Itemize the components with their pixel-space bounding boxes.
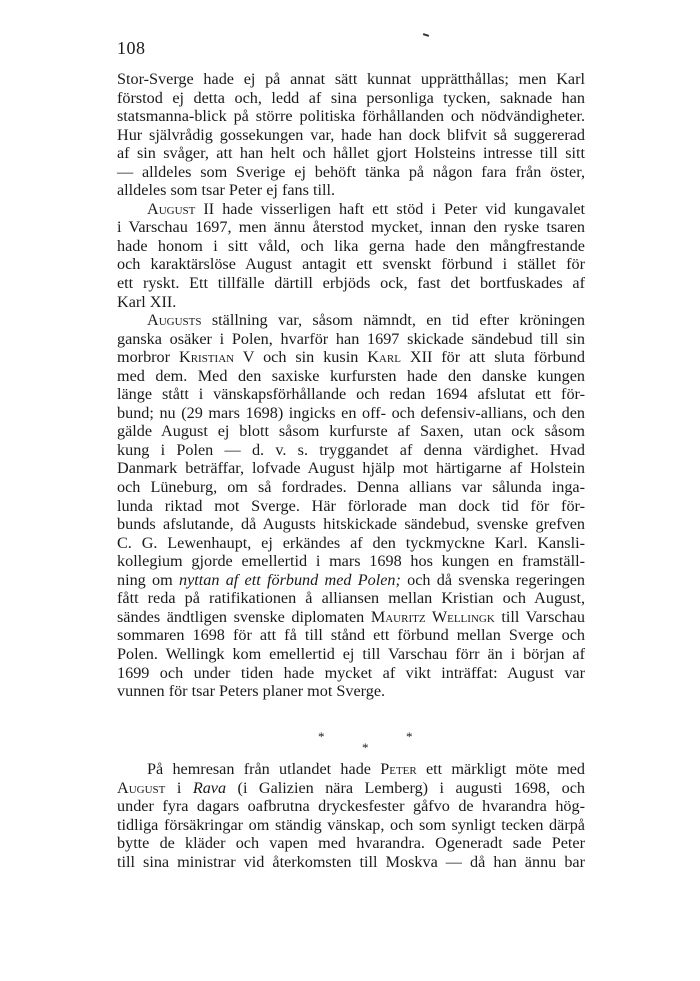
main-text-section-1 — [117, 70, 585, 701]
text-line — [117, 779, 585, 798]
asterisk: * — [362, 740, 369, 755]
text-line: bunds afslutande, då Augusts hitskickade sändebud, svenske grefven — [117, 515, 585, 534]
text-fragment: ning om — [117, 570, 179, 589]
text-fragment: (i Galizien nära Lemberg) i augusti 1698, och — [226, 778, 586, 797]
text-line: under fyra dagars oafbrutna dryckesfester gåfvo de hvarandra hög- — [117, 797, 585, 816]
text-line: 1699 och under tiden hade mycket af vikt inträffat: August var — [117, 663, 585, 682]
text-fragment: XII för att sluta förbund — [400, 348, 585, 367]
text-line: vunnen för tsar Peters planer mot Sverge. — [117, 682, 386, 701]
text-line: Karl XII. — [117, 292, 177, 311]
text-line: alldeles som tsar Peter ej fans till. — [117, 181, 336, 200]
text-fragment: ställning var, såsom nämndt, en tid efter kröningen — [201, 311, 585, 330]
name-kristian: Kristian — [179, 348, 235, 367]
text-line: — alldeles som Sverige ej behöft tänka på någon fara från öster, — [117, 162, 585, 181]
text-line — [117, 348, 585, 367]
text-line: fått reda på ratifikationen å alliansen mellan Kristian och August, — [117, 589, 585, 608]
name-august: August — [147, 199, 196, 218]
text-line: statsmanna-blick på större politiska förhållanden och nödvändigheter. — [117, 107, 585, 126]
text-fragment: ett märkligt möte med — [416, 760, 585, 778]
text-line: och karaktärslöse August antagit ett svenskt förbund i stället för — [117, 255, 585, 274]
text-line: med dem. Med den saxiske kurfursten hade den danske kungen — [117, 366, 585, 385]
text-fragment: sändes ändtligen svenske diplomaten — [117, 607, 371, 626]
place-rava: Rava — [192, 778, 227, 797]
text-line: C. G. Lewenhaupt, ej erkändes af den tyckmyckne Karl. Kansli- — [117, 533, 585, 552]
text-line: Stor-Sverge hade ej på annat sätt kunnat upprätthållas; men Karl — [117, 70, 585, 88]
paragraph-3 — [117, 311, 585, 700]
name-august: August — [117, 778, 166, 797]
text-line: till sina ministrar vid återkomsten till Moskva — då han ännu bar — [117, 852, 585, 871]
paragraph-2 — [117, 200, 585, 311]
text-line — [117, 760, 585, 779]
page-number: 108 — [117, 38, 146, 58]
text-line: tidliga försäkringar om ständig vänskap, och som synligt tecken därpå — [117, 815, 585, 834]
text-fragment: och då svenska regeringen — [400, 570, 586, 589]
text-line: af sin svåger, att han helt och hållet gjort Holsteins intresse till sitt — [117, 144, 585, 163]
name-peter: Peter — [380, 760, 417, 778]
text-line — [117, 200, 585, 219]
text-line: lunda riktad mot Sverge. Här förlorade man dock tid för för- — [117, 496, 585, 515]
text-line: bytte de kläder och vapen med hvarandra. Ogeneradt sade Peter — [117, 834, 585, 853]
text-line: sommaren 1698 för att få till stånd ett förbund mellan Sverge och — [117, 626, 585, 645]
text-line — [117, 571, 585, 590]
text-line: ett ryskt. Ett tillfälle därtill erbjöds ock, fast det bortfuskades af — [117, 274, 585, 293]
asterisk: * — [406, 729, 413, 744]
text-line: Polen. Wellingk kom emellertid ej till Varschau förr än i början af — [117, 644, 585, 663]
text-line: gälde August ej blott såsom kurfurste af Saxen, utan ock såsom — [117, 422, 585, 441]
text-fragment: i — [165, 778, 193, 797]
text-fragment: II hade visserligen haft ett stöd i Peter vid kungavalet — [195, 199, 585, 218]
text-line: länge stått i vänskapsförhållande och redan 1694 afslutat ett för- — [117, 385, 585, 404]
text-line: och Lüneburg, om så fordrades. Denna allians var sålunda inga- — [117, 478, 585, 497]
text-fragment: På hemresan från utlandet hade — [147, 760, 381, 778]
text-line: ganska osäker i Polen, hvarför han 1697 skickade sändebud till sin — [117, 329, 585, 348]
main-text-section-2 — [117, 760, 585, 871]
text-line: bund; nu (29 mars 1698) ingicks en off- och defensiv-allians, och den — [117, 403, 585, 422]
text-fragment: till Varschau — [494, 607, 585, 626]
text-line: Danmark beträffar, lofvade August hjälp mot härtigarne af Holstein — [117, 459, 585, 478]
text-line: i Varschau 1697, men ännu återstod mycket, innan den ryske tsaren — [117, 218, 585, 237]
text-line: kung i Polen — d. v. s. tryggandet af denna värdighet. Hvad — [117, 440, 585, 459]
text-line: förstod ej detta och, ledd af sina personliga tycken, saknade han — [117, 88, 585, 107]
text-line: Hur självrådig gossekungen var, hade han dock blifvit så suggererad — [117, 125, 585, 144]
ink-mark — [423, 33, 429, 37]
text-fragment: morbror — [117, 348, 179, 367]
text-line — [117, 608, 585, 627]
text-fragment: V och sin kusin — [234, 348, 368, 367]
name-karl: Karl — [367, 348, 401, 367]
text-line — [117, 311, 585, 330]
name-augusts: Augusts — [147, 311, 202, 330]
text-line: kollegium gjorde emellertid i mars 1698 hos kungen en framställ- — [117, 552, 585, 571]
paragraph-1 — [117, 70, 585, 200]
emphasis-text: nyttan af ett förbund med Polen; — [178, 570, 401, 589]
text-line: hade honom i sitt våld, och lika gerna hade den mångfrestande — [117, 236, 585, 255]
asterisk: * — [318, 729, 325, 744]
paragraph-4 — [117, 760, 585, 871]
name-mauritz-wellingk: Mauritz Wellingk — [370, 607, 495, 626]
